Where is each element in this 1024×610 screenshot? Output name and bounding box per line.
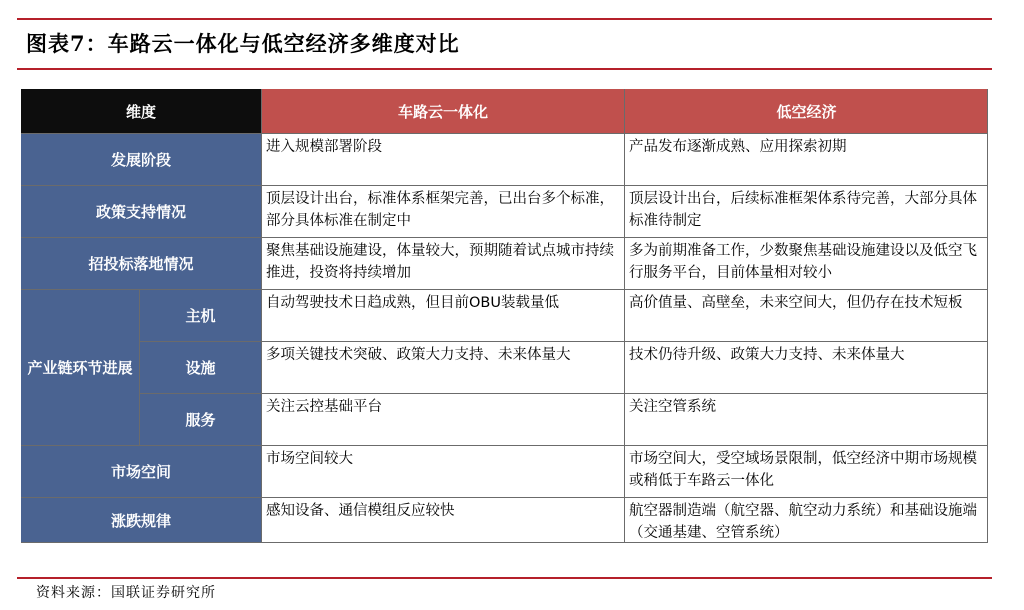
grid-line [139,290,140,445]
cell-service-col2: 关注空管系统 [629,399,716,415]
grid-line [21,185,988,186]
cell-bidding-col2: 多为前期准备工作，少数聚焦基础设施建设以及低空飞行服务平台，目前体量相对较小 [629,243,977,281]
row-label-policy: 政策支持情况 [21,186,261,237]
grid-line [21,445,988,446]
cell-market-col2: 市场空间大，受空域场景限制，低空经济中期市场规模或稍低于车路云一体化 [629,451,977,489]
row-label-facility: 设施 [140,342,261,393]
header-vehicle-road-cloud: 车路云一体化 [262,89,624,133]
cell-market-col1: 市场空间较大 [266,451,353,467]
grid-line [21,289,988,290]
row-label-industry-chain: 产业链环节进展 [21,290,139,445]
title-rule [17,68,992,70]
cell-facility-col2: 技术仍待升级、政策大力支持、未来体量大 [629,347,905,363]
header-low-altitude: 低空经济 [625,89,988,133]
cell-stage-col1: 进入规模部署阶段 [266,139,382,155]
row-label-stage: 发展阶段 [21,134,261,185]
source-note: 资料来源：国联证券研究所 [36,585,216,601]
cell-service-col1: 关注云控基础平台 [266,399,382,415]
header-dimension: 维度 [21,89,261,133]
grid-line [21,497,988,498]
row-label-host: 主机 [140,290,261,341]
grid-line [987,89,988,543]
cell-host-col2: 高价值量、高壁垒，未来空间大，但仍存在技术短板 [629,295,963,311]
cell-trend-col2: 航空器制造端（航空器、航空动力系统）和基础设施端（交通基建、空管系统） [629,503,977,541]
cell-trend-col1: 感知设备、通信模组反应较快 [266,503,455,519]
grid-line [21,542,988,543]
cell-bidding-col1: 聚焦基础设施建设，体量较大，预期随着试点城市持续推进，投资将持续增加 [266,243,614,281]
grid-line [139,341,988,342]
grid-line [624,89,625,543]
grid-line [139,393,988,394]
row-label-service: 服务 [140,394,261,445]
cell-policy-col2: 顶层设计出台，后续标准框架体系待完善，大部分具体标准待制定 [629,191,977,229]
grid-line [21,133,988,134]
row-label-bidding: 招投标落地情况 [21,238,261,289]
row-label-trend: 涨跌规律 [21,498,261,543]
grid-line [21,237,988,238]
figure-title: 图表7：车路云一体化与低空经济多维度对比 [26,31,460,56]
grid-line [261,89,262,543]
cell-policy-col1: 顶层设计出台，标准体系框架完善，已出台多个标准，部分具体标准在制定中 [266,191,614,229]
cell-host-col1: 自动驾驶技术日趋成熟，但目前OBU装载量低 [266,295,559,311]
bottom-rule [17,577,992,579]
comparison-table [21,89,988,543]
top-rule [17,18,992,20]
row-label-market: 市场空间 [21,446,261,497]
cell-facility-col1: 多项关键技术突破、政策大力支持、未来体量大 [266,347,571,363]
cell-stage-col2: 产品发布逐渐成熟、应用探索初期 [629,139,847,155]
